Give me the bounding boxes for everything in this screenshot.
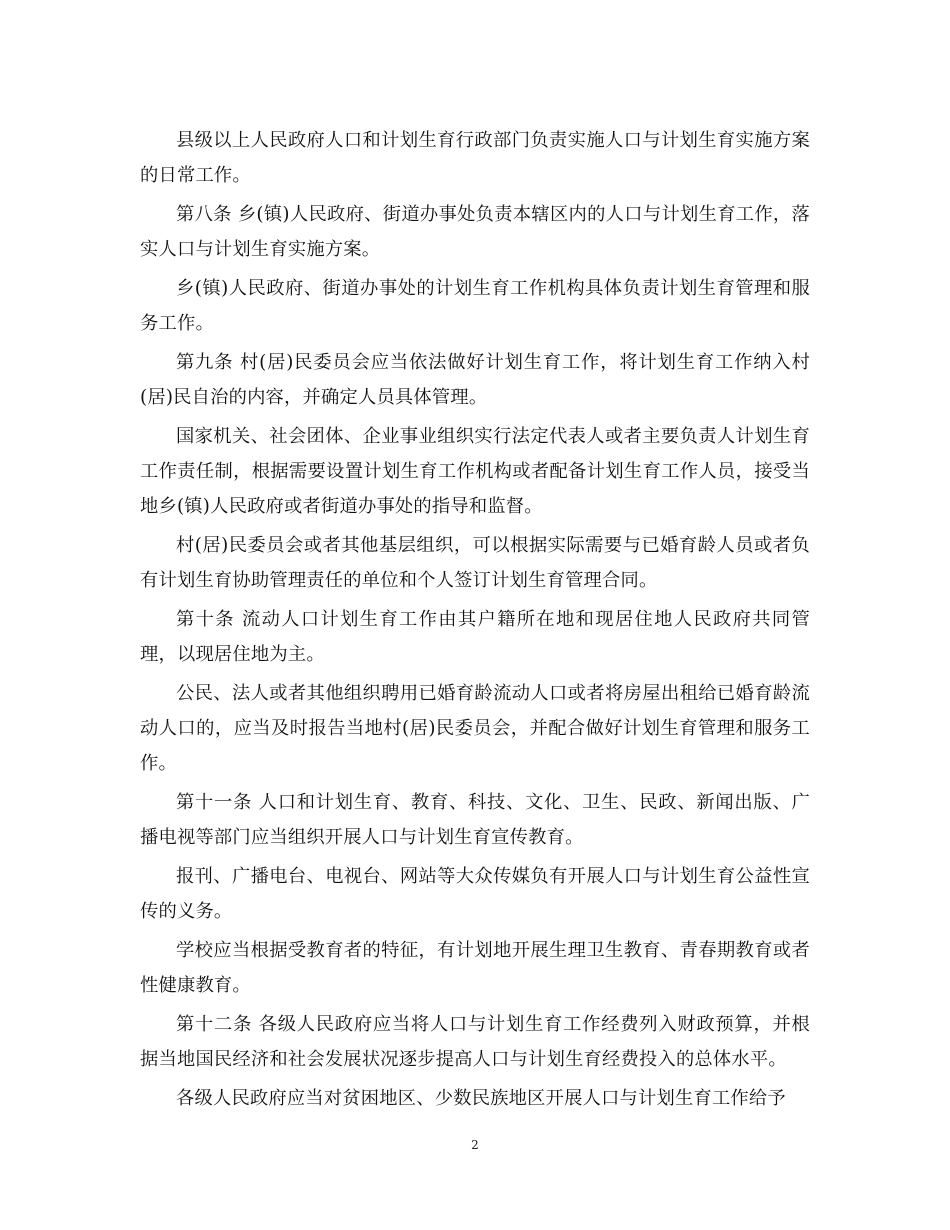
paragraph-6: 村(居)民委员会或者其他基层组织，可以根据实际需要与已婚育龄人员或者负有计划生育协助管理责任的单位和个人签订计划生育管理合同。 xyxy=(140,535,810,591)
paragraph-8: 公民、法人或者其他组织聘用已婚育龄流动人口或者将房屋出租给已婚育龄流动人口的，应当及时报告当地村(居)民委员会，并配合做好计划生育管理和服务工作。 xyxy=(140,683,810,774)
paragraph-1: 县级以上人民政府人口和计划生育行政部门负责实施人口与计划生育实施方案的日常工作。 xyxy=(140,130,810,186)
paragraph-13: 各级人民政府应当对贫困地区、少数民族地区开展人口与计划生育工作给予 xyxy=(176,1088,786,1109)
paragraph-10: 报刊、广播电台、电视台、网站等大众传媒负有开展人口与计划生育公益性宣传的义务。 xyxy=(140,866,810,922)
paragraph-7: 第十条 流动人口计划生育工作由其户籍所在地和现居住地人民政府共同管理，以现居住地为主。 xyxy=(140,609,810,665)
paragraph-9: 第十一条 人口和计划生育、教育、科技、文化、卫生、民政、新闻出版、广播电视等部门应当组织开展人口与计划生育宣传教育。 xyxy=(140,792,810,848)
paragraph-11: 学校应当根据受教育者的特征，有计划地开展生理卫生教育、青春期教育或者性健康教育。 xyxy=(140,940,810,996)
paragraph-2: 第八条 乡(镇)人民政府、街道办事处负责本辖区内的人口与计划生育工作，落实人口与计划生育实施方案。 xyxy=(140,204,810,260)
paragraph-12: 第十二条 各级人民政府应当将人口与计划生育工作经费列入财政预算，并根据当地国民经济和社会发展状况逐步提高人口与计划生育经费投入的总体水平。 xyxy=(140,1014,810,1070)
document-body xyxy=(140,123,810,1120)
paragraph-4: 第九条 村(居)民委员会应当依法做好计划生育工作，将计划生育工作纳入村(居)民自治的内容，并确定人员具体管理。 xyxy=(140,352,810,408)
paragraph-3: 乡(镇)人民政府、街道办事处的计划生育工作机构具体负责计划生育管理和服务工作。 xyxy=(140,278,810,334)
paragraph-5: 国家机关、社会团体、企业事业组织实行法定代表人或者主要负责人计划生育工作责任制，根据需要设置计划生育工作机构或者配备计划生育工作人员，接受当地乡(镇)人民政府或者街道办事处的指导和监督。 xyxy=(140,426,810,517)
page-number: 2 xyxy=(471,1138,479,1152)
